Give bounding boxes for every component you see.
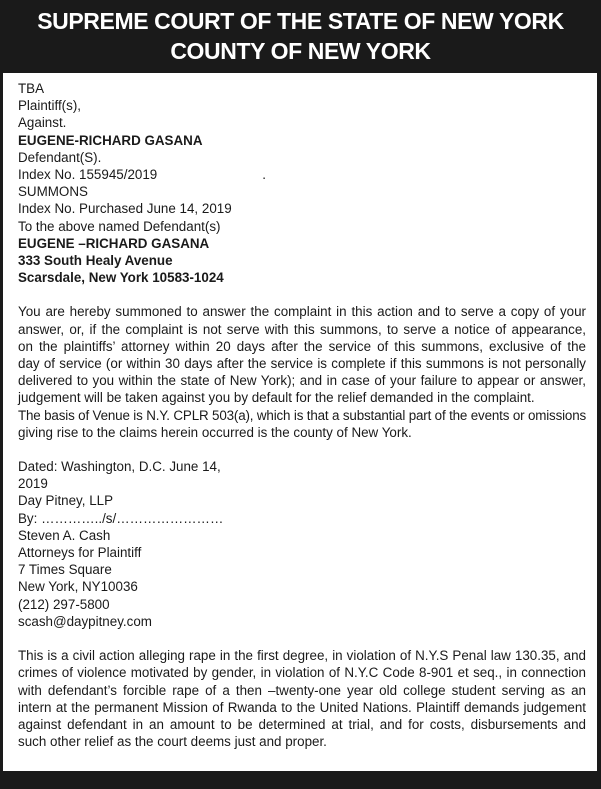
firm-email[interactable]: scash@daypitney.com [18, 613, 152, 629]
nature-line: against defendant in an amount to be determined at trial, and for costs, disbursements and [18, 716, 586, 732]
summons-line: on the plaintiffs’ attorney within 20 days after the service of this summons, exclusive of the [18, 338, 586, 354]
signature-line: By: …………../s/…………………… [18, 510, 224, 526]
court-title: SUPREME COURT OF THE STATE OF NEW YORK [37, 8, 564, 34]
defendant-name: EUGENE-RICHARD GASANA [18, 132, 203, 148]
summons-line: day of service (or within 30 days after the service is complete if this summons is not personally [18, 356, 586, 372]
dated-year: 2019 [18, 476, 48, 492]
against-label: Against. [18, 115, 67, 131]
attorney-role: Attorneys for Plaintiff [18, 545, 142, 561]
dated-line: Dated: Washington, D.C. June 14, [18, 459, 221, 475]
summons-line: answer, or, if the complaint is not serve with this summons, to serve a notice of appearance, [18, 321, 586, 337]
addressee-name: EUGENE –RICHARD GASANA [18, 235, 210, 251]
attorney-name: Steven A. Cash [18, 527, 111, 543]
nature-paragraph [18, 647, 586, 750]
nature-line: crimes of violence motivated by gender, in violation of N.Y.C Code 8-901 et seq., in connection [18, 665, 586, 681]
addressee-street: 333 South Healy Avenue [18, 253, 173, 269]
notice-panel [3, 73, 597, 771]
index-purchased: Index No. Purchased June 14, 2019 [18, 201, 232, 217]
nature-line: such other relief as the court deems just and proper. [18, 734, 327, 750]
summons-paragraph [18, 303, 586, 441]
defendant-label: Defendant(S). [18, 149, 102, 165]
law-firm: Day Pitney, LLP [18, 493, 114, 509]
nature-line: with defendant’s forcible rape of a then –twenty-one year old college student serving as an [18, 682, 586, 698]
firm-street: 7 Times Square [18, 562, 112, 578]
firm-phone: (212) 297-5800 [18, 596, 110, 612]
addressee-city: Scarsdale, New York 10583-1024 [18, 270, 224, 286]
index-number-line [18, 166, 586, 183]
summons-line: delivered to you within the state of New York); and in case of your failure to appear or answer, [18, 373, 586, 389]
plaintiff-name: TBA [18, 81, 45, 96]
summons-line: judgement will be taken against you by default for the relief demanded in the complaint. [18, 390, 535, 406]
footer-bar [0, 771, 601, 789]
document-type: SUMMONS [18, 184, 88, 200]
nature-line: This is a civil action alleging rape in the first degree, in violation of N.Y.S Penal law 130.35, and [18, 648, 586, 664]
stray-mark: . [262, 167, 266, 183]
firm-city: New York, NY10036 [18, 579, 138, 595]
plaintiff-label: Plaintiff(s), [18, 98, 82, 114]
court-header [0, 0, 601, 73]
county-title: COUNTY OF NEW YORK [170, 38, 431, 64]
nature-line: intern at the permanent Mission of Rwanda to the United Nations. Plaintiff demands judgement [18, 699, 586, 715]
notice-content [18, 80, 586, 750]
venue-line: The basis of Venue is N.Y. CPLR 503(a), which is that a substantial part of the events or omissions [18, 407, 587, 423]
summons-line: You are hereby summoned to answer the complaint in this action and to serve a copy of your [18, 304, 586, 320]
index-number: Index No. 155945/2019 [18, 167, 158, 183]
venue-line: giving rise to the claims herein occurred is the county of New York. [18, 424, 412, 440]
to-defendant-line: To the above named Defendant(s) [18, 218, 221, 234]
